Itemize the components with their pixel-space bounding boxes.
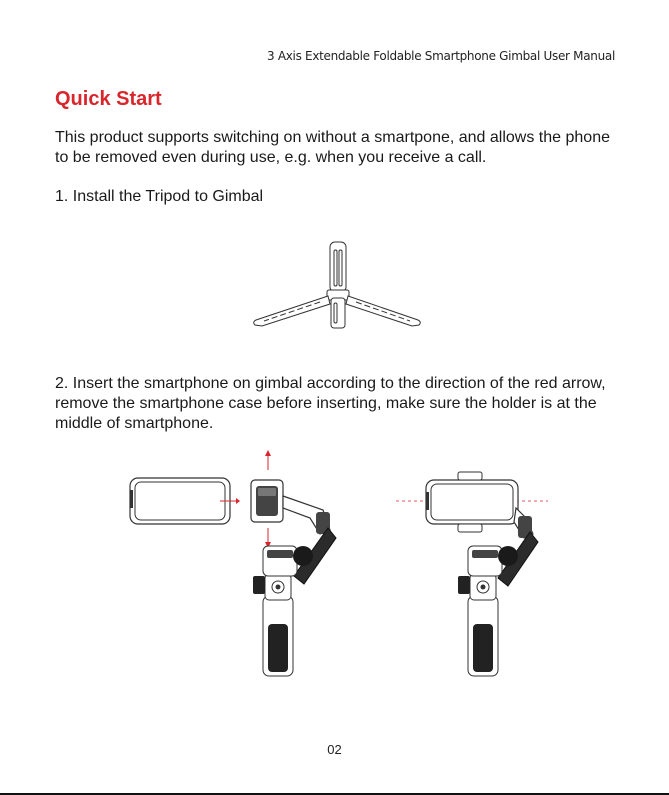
step-2-text: 2. Insert the smartphone on gimbal according to the direction of the red arrow, remove the smartphone case before inserting, make sure the holder is at the middle of smartphone. [55,375,606,432]
document-header-title: 3 Axis Extendable Foldable Smartphone Gimbal User Manual [266,49,615,63]
step-1-text: 1. Install the Tripod to Gimbal [55,188,264,205]
phone-mounted-illustration [426,472,518,532]
intro-paragraph: This product supports switching on without a smartpone, and allows the phone to be removed even during use, e.g. when you receive a call. [55,129,610,166]
phone-insertion-illustration [118,446,558,682]
page-number: 02 [327,742,342,757]
tripod-illustration [250,240,425,332]
section-title: Quick Start [55,88,162,110]
phone-left-illustration [130,478,230,524]
